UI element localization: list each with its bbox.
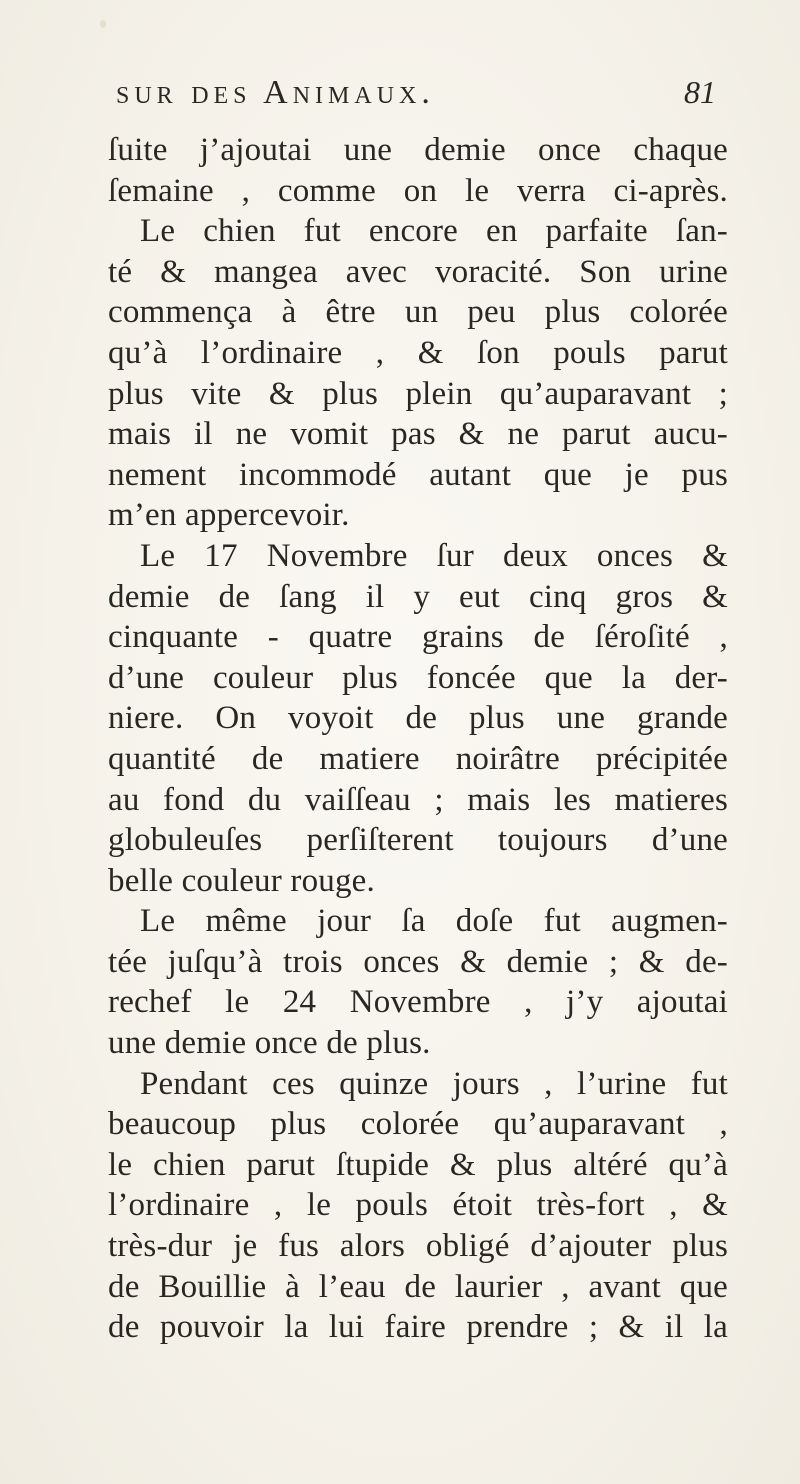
text-line: le chien parut ſtupide & plus altéré qu’à [108, 1146, 728, 1183]
text-line: ſuite j’ajoutai une demie once chaque [108, 132, 728, 168]
text-line: nement incommodé autant que je pus [108, 456, 728, 493]
text-line: Le 17 Novembre ſur deux onces & [140, 537, 728, 574]
text-line: de Bouillie à l’eau de laurier , avant que [108, 1268, 728, 1305]
text-line: l’ordinaire , le pouls étoit très-fort , & [108, 1187, 728, 1224]
text-line: au fond du vaiſſeau ; mais les matieres [108, 781, 728, 818]
text-line: beaucoup plus colorée qu’auparavant , [108, 1106, 728, 1143]
text-line: belle couleur rouge. [108, 862, 375, 899]
text-line: m’en appercevoir. [108, 497, 350, 534]
text-line: tée juſqu’à trois onces & demie ; & de- [108, 943, 728, 980]
text-line: ſemaine , comme on le verra ci-après. [108, 172, 728, 209]
running-header [116, 70, 716, 120]
text-line: rechef le 24 Novembre , j’y ajoutai [108, 984, 728, 1021]
body-text [108, 130, 728, 1348]
text-line: quantité de matiere noirâtre précipitée [108, 740, 728, 777]
text-line: commença à être un peu plus colorée [108, 294, 728, 331]
text-line: Pendant ces quinze jours , l’urine fut [140, 1065, 728, 1102]
text-line: d’une couleur plus foncée que la der- [108, 659, 728, 696]
text-line: une demie once de plus. [108, 1025, 431, 1062]
page-number: 81 [684, 74, 716, 110]
text-line: demie de ſang il y eut cinq gros & [108, 578, 728, 615]
text-line: plus vite & plus plein qu’auparavant ; [108, 375, 728, 412]
text-line: qu’à l’ordinaire , & ſon pouls parut [108, 334, 728, 371]
paper-stain [100, 20, 106, 28]
text-line: très-dur je fus alors obligé d’ajouter plus [108, 1228, 728, 1265]
text-line: cinquante - quatre grains de ſéroſité , [108, 619, 728, 656]
running-title: sur des Animaux. [116, 74, 435, 111]
text-line: té & mangea avec voracité. Son urine [108, 253, 728, 290]
text-line: Le chien fut encore en parfaite ſan- [140, 213, 728, 250]
text-line: de pouvoir la lui faire prendre ; & il la [108, 1309, 728, 1346]
text-line: Le même jour ſa doſe fut augmen- [140, 903, 728, 940]
text-line: mais il ne vomit pas & ne parut aucu- [108, 416, 728, 453]
text-line: globuleuſes perſiſterent toujours d’une [108, 822, 728, 859]
text-line: niere. On voyoit de plus une grande [108, 700, 728, 737]
